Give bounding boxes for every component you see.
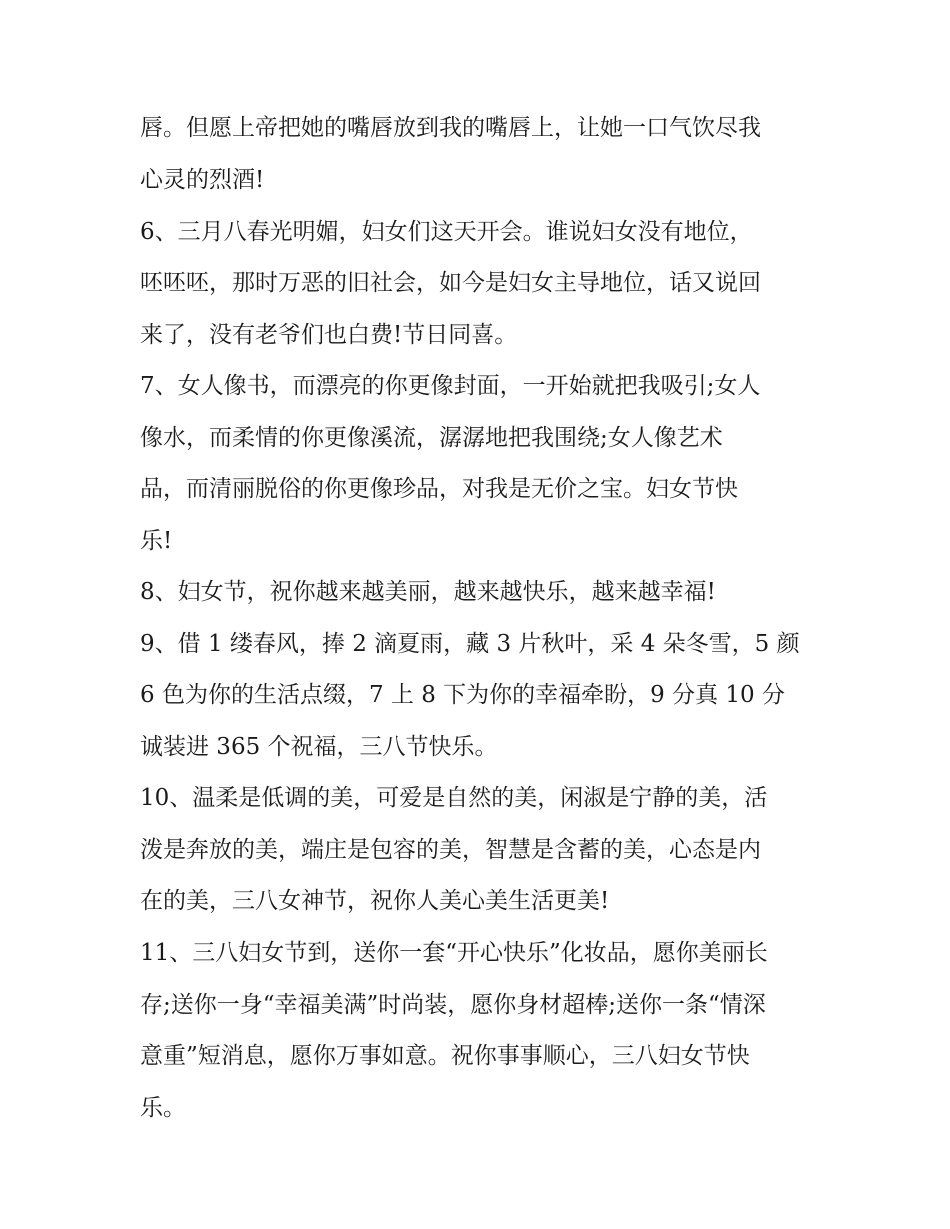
text-line: 泼是奔放的美，端庄是包容的美，智慧是含蓄的美，心态是内 bbox=[140, 837, 761, 863]
text-line: 乐! bbox=[140, 528, 173, 554]
text-line: 11、三八妇女节到，送你一套“开心快乐”化妆品，愿你美丽长 bbox=[140, 940, 768, 966]
text-line: 6 色为你的生活点缀，7 上 8 下为你的幸福牵盼，9 分真 10 分 bbox=[140, 682, 785, 708]
text-line: 8、妇女节，祝你越来越美丽，越来越快乐，越来越幸福! bbox=[140, 579, 716, 605]
text-line: 意重”短消息，愿你万事如意。祝你事事顺心，三八妇女节快 bbox=[140, 1043, 750, 1069]
text-line: 10、温柔是低调的美，可爱是自然的美，闲淑是宁静的美，活 bbox=[140, 785, 768, 811]
text-line: 乐。 bbox=[140, 1095, 186, 1121]
text-line: 心灵的烈酒! bbox=[140, 167, 265, 193]
text-line: 像水，而柔情的你更像溪流，潺潺地把我围绕;女人像艺术 bbox=[140, 425, 723, 451]
text-line: 品，而清丽脱俗的你更像珍品，对我是无价之宝。妇女节快 bbox=[140, 476, 738, 502]
text-line: 唇。但愿上帝把她的嘴唇放到我的嘴唇上，让她一口气饮尽我 bbox=[140, 115, 761, 141]
text-line: 在的美，三八女神节，祝你人美心美生活更美! bbox=[140, 888, 610, 914]
text-line: 诚装进 365 个祝福，三八节快乐。 bbox=[140, 734, 498, 760]
text-line: 7、女人像书，而漂亮的你更像封面，一开始就把我吸引;女人 bbox=[140, 373, 761, 399]
text-line: 6、三月八春光明媚，妇女们这天开会。谁说妇女没有地位， bbox=[140, 219, 753, 245]
text-line: 存;送你一身“幸福美满”时尚装，愿你身材超棒;送你一条“情深 bbox=[140, 992, 766, 1018]
text-line: 呸呸呸，那时万恶的旧社会，如今是妇女主导地位，话又说回 bbox=[140, 270, 761, 296]
text-line: 来了，没有老爷们也白费!节日同喜。 bbox=[140, 322, 518, 348]
text-line: 9、借 1 缕春风，捧 2 滴夏雨，藏 3 片秋叶，采 4 朵冬雪，5 颜 bbox=[140, 631, 800, 657]
